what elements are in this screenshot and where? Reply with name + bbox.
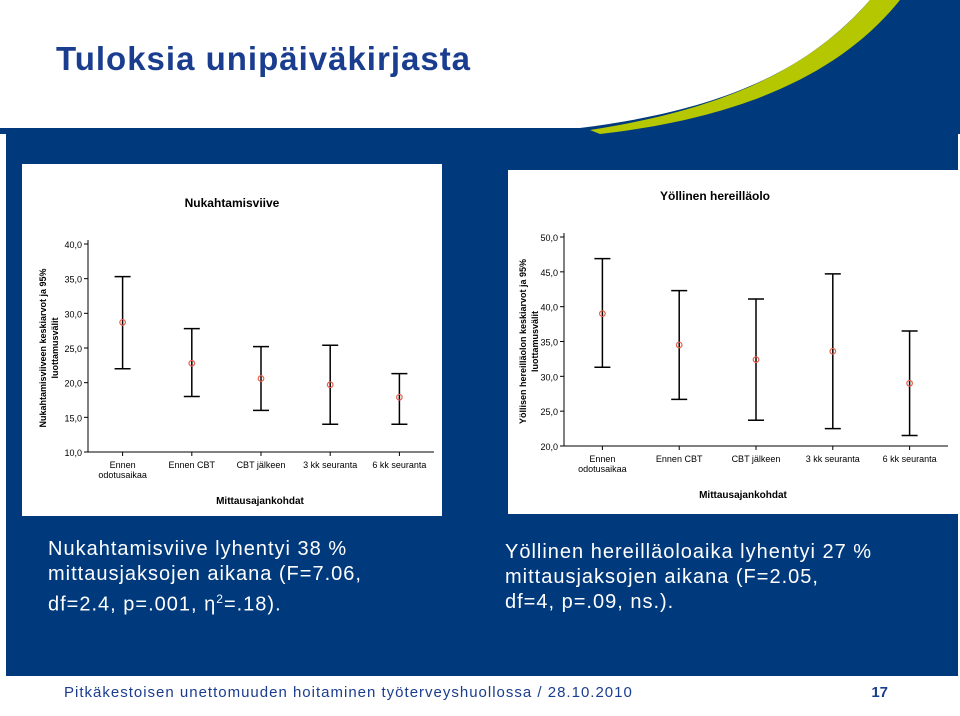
caption-left-line3: [48, 587, 448, 618]
chart-title: Yöllinen hereilläolo: [659, 189, 771, 203]
x-tick-label: CBT jälkeen: [731, 454, 781, 464]
y-tick-label: 50,0: [540, 233, 558, 243]
caption-yollinen-hereillaolo: [505, 540, 935, 615]
y-tick-label: 40,0: [64, 240, 82, 250]
page-number: 17: [871, 684, 888, 701]
y-tick-label: 10,0: [64, 448, 82, 458]
chart-title: Nukahtamisviive: [184, 196, 280, 210]
y-tick-label: 40,0: [540, 302, 558, 313]
caption-right-line1: Yöllinen hereilläoloaika lyhentyi 27 %: [505, 541, 873, 563]
x-tick-label: Ennen: [589, 454, 616, 464]
y-tick-label: 25,0: [64, 344, 82, 354]
caption-left-line1: Nukahtamisviive lyhentyi 38 %: [48, 538, 348, 560]
x-tick-label: Ennen: [109, 460, 136, 470]
chart-panel-yollinen-hereillaolo: [508, 170, 958, 514]
y-axis-label-line2: luottamusvälit: [530, 310, 540, 373]
caption-left-line3a: df=2.4, p=.001, η: [48, 593, 217, 616]
x-tick-label: 3 kk seuranta: [303, 460, 358, 470]
y-axis-label-line2: luottamusvälit: [50, 317, 60, 379]
x-tick-label: 6 kk seuranta: [882, 454, 937, 464]
x-tick-label: CBT jälkeen: [236, 460, 286, 470]
caption-left-line2: mittausjaksojen aikana (F=7.06,: [48, 563, 362, 585]
x-tick-label: Ennen CBT: [655, 454, 703, 464]
chart-panel-nukahtamisviive: [22, 164, 442, 516]
y-axis-label-line1: Yöllisen hereilläolon keskiarvot ja 95%: [518, 258, 528, 425]
x-tick-label: Ennen CBT: [168, 460, 216, 470]
caption-left-superscript: 2: [216, 592, 224, 606]
x-axis-label: Mittausajankohdat: [216, 496, 304, 507]
y-tick-label: 15,0: [64, 413, 82, 424]
y-tick-label: 30,0: [540, 372, 558, 383]
caption-nukahtamisviive: [48, 537, 448, 618]
x-tick-label: odotusaikaa: [98, 470, 147, 480]
x-tick-label: 6 kk seuranta: [372, 460, 427, 470]
y-tick-label: 20,0: [540, 442, 558, 452]
y-tick-label: 30,0: [64, 309, 82, 320]
x-axis-label: Mittausajankohdat: [699, 490, 787, 501]
footer-bar: [6, 676, 958, 710]
y-tick-label: 25,0: [540, 407, 558, 418]
caption-right-line3: df=4, p=.09, ns.).: [505, 591, 675, 613]
y-tick-label: 45,0: [540, 267, 558, 278]
x-tick-label: 3 kk seuranta: [805, 454, 860, 464]
caption-right-line2: mittausjaksojen aikana (F=2.05,: [505, 566, 819, 588]
footer-text: Pitkäkestoisen unettomuuden hoitaminen työterveyshuollossa / 28.10.2010: [64, 684, 633, 701]
chart-nukahtamisviive: [22, 164, 442, 516]
y-tick-label: 35,0: [64, 274, 82, 285]
slide-title: Tuloksia unipäiväkirjasta: [56, 40, 472, 77]
chart-yollinen-hereillaolo: [508, 170, 958, 514]
caption-left-line3b: =.18).: [223, 593, 282, 616]
y-tick-label: 20,0: [64, 378, 82, 389]
x-tick-label: odotusaikaa: [578, 464, 627, 474]
y-tick-label: 35,0: [540, 337, 558, 348]
y-axis-label-line1: Nukahtamisviiveen keskiarvot ja 95%: [38, 268, 48, 428]
